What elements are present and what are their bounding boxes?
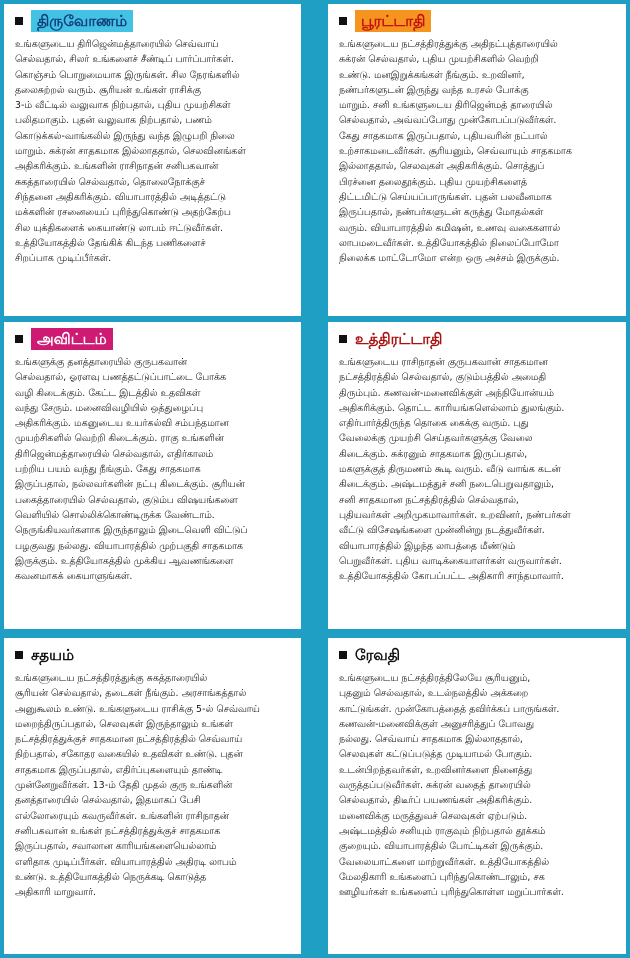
text-line: உங்களுடைய நட்சத்திரத்துக்கு அதிநட்புத்தாரையில் bbox=[339, 39, 558, 50]
text-line: சாதகமாக இருப்பதால், எதிர்ப்புகளையும் தாண்டி bbox=[15, 764, 223, 776]
text-line: இல்லாததால், செலவுகள் அதிகரிக்கும். சொத்துப் bbox=[339, 161, 545, 173]
text-line: செல்வதால், ஓரளவு பணத்தட்டுப்பாட்டை போக்க bbox=[15, 372, 227, 384]
text-line: உத்தியோகத்தில் கோபப்பட்ட அதிகாரி சாந்தமாவார். bbox=[339, 571, 564, 583]
text-line: 3-ம் வீட்டில் வலுவாக நிற்பதால், புதிய முயற்சிகள் bbox=[15, 100, 231, 112]
card-header bbox=[15, 9, 292, 33]
bullet-icon bbox=[15, 17, 23, 25]
text-line: கணவன்-மனைவிக்குள் அனுசரித்துப் போவது bbox=[339, 718, 534, 730]
card-title: உத்திரட்டாதி bbox=[355, 330, 443, 348]
text-line: நல்லது. செவ்வாய் சாதகமாக இல்லாததால், bbox=[339, 734, 523, 746]
card-header bbox=[15, 327, 292, 351]
text-line: உங்களுடைய திரிஜென்மத்தாரையில் செவ்வாய் bbox=[15, 39, 219, 50]
text-line: எல்லோரையும் கவருவீர்கள். உங்களின் ராசிநாதன் bbox=[15, 810, 229, 822]
text-line: பற்றிய பயம் வந்து நீங்கும். கேது சாதகமாக bbox=[15, 464, 201, 476]
card-body bbox=[15, 671, 292, 900]
text-line: உங்களுடைய நட்சத்திரத்துக்கு சுகத்தாரையில் bbox=[15, 673, 208, 684]
text-line: ஊழியர்கள் உங்களைப் புரிந்துகொள்ள மறுப்பார்கள். bbox=[339, 887, 564, 899]
card-uthiratadhi bbox=[328, 322, 626, 629]
card-title: சதயம் bbox=[31, 646, 75, 664]
text-line: சில யுக்திகளைக் கையாண்டு லாபம் ஈட்டுவீர்கள். bbox=[15, 222, 224, 234]
text-line: சுகத்தாரையில் செல்வதால், தொலைநோக்குச் bbox=[15, 176, 205, 188]
text-line: வேலையாட்களை மாற்றுவீர்கள். உத்தியோகத்தில் bbox=[339, 856, 550, 868]
card-sadhayam bbox=[4, 638, 301, 954]
card-body bbox=[15, 37, 292, 266]
text-line: உங்களுடைய ராசிநாதன் குருபகவான் சாதகமான bbox=[339, 357, 548, 368]
text-line: சிறப்பாக முடிப்பீர்கள். bbox=[15, 253, 112, 265]
card-body bbox=[339, 37, 617, 266]
text-line: செலவுகள் கட்டுப்படுத்த முடியாமல் போகும். bbox=[339, 749, 533, 761]
text-line: நட்சத்திரத்துக்குச் சாதகமான நட்சத்திரத்தில் செவ்வாய் bbox=[15, 734, 243, 746]
text-line: சனிபகவான் உங்கள் நட்சத்திரத்துக்குச் சாதகமாக bbox=[15, 825, 221, 837]
text-line: பகைத்தாரையில் செல்வதால், குடும்ப விஷயங்களை bbox=[15, 494, 238, 506]
text-line: கிடைக்கும். அஷ்டமத்துச் சனி நடைபெறுவதாலும், bbox=[339, 479, 555, 491]
card-header bbox=[15, 643, 292, 667]
text-line: நிற்பதால், சகோதர வகையில் உதவிகள் உண்டு. புதன் bbox=[15, 749, 243, 761]
text-line: வேலைக்கு முயற்சி செய்தவர்களுக்கு வேலை bbox=[339, 433, 533, 445]
text-line: புதியவர்கள் அறிமுகமாவார்கள். உறவினர், நண்பர்கள் bbox=[339, 509, 571, 521]
text-line: சுக்ரன் செல்வதால், புதிய முயற்சிகளில் வெற்றி bbox=[339, 54, 539, 66]
text-line: மாறும். சுக்ரன் சாதகமாக இல்லாததால், செலவினங்கள் bbox=[15, 146, 246, 158]
text-line: மேலதிகாரி உங்களைப் புரிந்துகொண்டாலும், சக bbox=[339, 871, 545, 883]
text-line: கிடைக்கும். சுக்ரனும் சாதகமாக இருப்பதால், bbox=[339, 448, 528, 460]
text-line: உடன்பிறந்தவர்கள், உறவினர்களை நினைத்து bbox=[339, 764, 533, 776]
text-line: அதிகாரி மாறுவார். bbox=[15, 887, 97, 899]
text-line: வருத்தப்படுவீர்கள். சுக்ரன் வதைத் தாரையில் bbox=[339, 780, 531, 792]
text-line: கேது சாதகமாக இருப்பதால், புதியவரின் நட்பால் bbox=[339, 130, 548, 142]
text-line: உற்சாகமடைவீர்கள். சூரியனும், செவ்வாயும் சாதகமாக bbox=[339, 146, 572, 158]
text-line: மறைந்திருப்பதால், செலவுகள் இருந்தாலும் உங்கள் bbox=[15, 718, 233, 730]
card-thiruvonam bbox=[4, 4, 301, 316]
text-line: இருப்பதால், நல்லவர்களின் நட்பு கிடைக்கும். சூரியன் bbox=[15, 479, 245, 491]
text-line: நிலைக்க மாட்டோமோ என்ற ஒரு அச்சம் இருக்கும். bbox=[339, 253, 560, 265]
text-line: புதனும் செல்வதால், உடல்நலத்தில் அக்கறை bbox=[339, 688, 529, 700]
text-line: குறையும். வியாபாரத்தில் போட்டிகள் இருக்கும். bbox=[339, 841, 544, 853]
card-title: திருவோணம் bbox=[31, 10, 133, 32]
text-line: நண்பர்களுடன் இருந்து வந்த உரசல் போக்கு bbox=[339, 84, 529, 96]
text-line: லாபமடைவீர்கள். உத்தியோகத்தில் நிலைப்போமோ bbox=[339, 237, 559, 249]
text-line: பழகுவது நல்லது. வியாபாரத்தில் முற்பகுதி சாதகமாக bbox=[15, 540, 243, 552]
card-pooratadhi bbox=[328, 4, 626, 316]
text-line: இருப்பதால், நண்பர்களுடன் கருத்து மோதல்கள் bbox=[339, 207, 544, 219]
card-title: ரேவதி bbox=[355, 646, 401, 664]
text-line: நட்சத்திரத்தில் செல்வதால், குடும்பத்தில் அமைதி bbox=[339, 372, 547, 384]
text-line: முன்னேறுவீர்கள். 13-ம் தேதி முதல் குரு உங்களின் bbox=[15, 780, 233, 792]
text-line: அஷ்டமத்தில் சனியும் ராகுவும் நிற்பதால் தூக்கம் bbox=[339, 825, 546, 837]
card-body bbox=[339, 355, 617, 584]
card-header bbox=[339, 327, 617, 351]
card-header bbox=[339, 9, 617, 33]
text-line: உண்டு. உத்தியோகத்தில் நெருக்கடி கொடுத்த bbox=[15, 871, 207, 883]
text-line: வழி கிடைக்கும். கேட்ட இடத்தில் உதவிகள் bbox=[15, 387, 201, 399]
text-line: தலைசுற்றல் வரும். சூரியன் உங்கள் ராசிக்கு bbox=[15, 84, 201, 96]
text-line: உத்தியோகத்தில் தேங்கிக் கிடந்த பணிகளைச் bbox=[15, 237, 206, 249]
text-line: பலிதமாகும். புதன் வலுவாக நிற்பதால், பணம் bbox=[15, 115, 212, 127]
card-header bbox=[339, 643, 617, 667]
text-line: முயற்சிகளில் வெற்றி கிடைக்கும். ராகு உங்களின் bbox=[15, 433, 224, 445]
card-body bbox=[339, 671, 617, 900]
text-line: மகளுக்குத் திருமணம் கூடி வரும். வீடு வாங்க கடன் bbox=[339, 464, 561, 476]
text-line: பிரச்னை தலைதூக்கும். புதிய முயற்சிகளைத் bbox=[339, 176, 528, 188]
card-revathi bbox=[328, 638, 626, 954]
text-line: கவனமாகக் கையாளுங்கள். bbox=[15, 571, 133, 583]
bullet-icon bbox=[15, 651, 23, 659]
text-line: திரும்பும். கணவன்-மனைவிக்குள் அந்நியோன்யம் bbox=[339, 387, 554, 399]
card-body bbox=[15, 355, 292, 584]
text-line: செல்வதால், சிலர் உங்களைச் சீண்டிப் பார்ப்பார்கள். bbox=[15, 54, 234, 66]
text-line: மனைவிக்கு மருத்துவச் செலவுகள் ஏற்படும். bbox=[339, 810, 528, 822]
card-avittam bbox=[4, 322, 301, 629]
text-line: உண்டு. மனஇறுக்கங்கள் நீங்கும். உறவினர், bbox=[339, 69, 525, 81]
text-line: அதிகரிக்கும். உங்களின் ராசிநாதன் சனிபகவான் bbox=[15, 161, 219, 173]
bullet-icon bbox=[339, 17, 347, 25]
text-line: இருப்பதால், சவாலான காரியங்களையெல்லாம் bbox=[15, 841, 217, 853]
text-line: பெறுவீர்கள். புதிய வாடிக்கையாளர்கள் வருவார்கள். bbox=[339, 555, 562, 567]
text-line: அதிகரிக்கும். தொட்ட காரியங்களெல்லாம் துலங்கும். bbox=[339, 402, 565, 414]
card-title: அவிட்டம் bbox=[31, 328, 113, 350]
text-line: அதிகரிக்கும். மகனுடைய உயர்கல்வி சம்பந்தமான bbox=[15, 418, 229, 430]
text-line: அனுகூலம் உண்டு. உங்களுடைய ராசிக்கு 5-ல் செவ்வாய் bbox=[15, 703, 260, 715]
text-line: வீட்டு விசேஷங்களை முன்னின்று நடத்துவீர்கள். bbox=[339, 525, 545, 537]
bullet-icon bbox=[339, 335, 347, 343]
text-line: வெளியில் சொல்லிக்கொண்டிருக்க வேண்டாம். bbox=[15, 509, 215, 521]
text-line: மாறும். சனி உங்களுடைய திரிஜென்மத் தாரையில் bbox=[339, 100, 553, 112]
text-line: மக்களின் ரசனையைப் புரிந்துகொண்டு அதற்கேற்ப bbox=[15, 207, 231, 219]
text-line: வியாபாரத்தில் இழந்த லாபத்தை மீண்டும் bbox=[339, 540, 516, 552]
text-line: சிந்தனை அதிகரிக்கும். வியாபாரத்தில் அடித்தட்டு bbox=[15, 191, 226, 203]
text-line: உங்களுக்கு தனத்தாரையில் குருபகவான் bbox=[15, 357, 188, 368]
text-line: எதிர்பார்த்திருந்த தொகை கைக்கு வரும். புது bbox=[339, 418, 529, 430]
bullet-icon bbox=[339, 651, 347, 659]
text-line: தனத்தாரையில் செல்வதால், இதமாகப் பேசி bbox=[15, 795, 201, 807]
text-line: திட்டமிட்டு செய்யப்பாருங்கள். புதன் பலவீனமாக bbox=[339, 191, 552, 203]
text-line: செல்வதால், அவ்வப்போது முன்கோபப்படுவீர்கள். bbox=[339, 115, 557, 127]
text-line: சனி சாதகமான நட்சத்திரத்தில் செல்வதால், bbox=[339, 494, 519, 506]
text-line: வந்து சேரும். மனைவிவழியில் ஒத்துழைப்பு bbox=[15, 402, 204, 414]
text-line: உங்களுடைய நட்சத்திரத்திலேயே சூரியனும், bbox=[339, 673, 531, 684]
text-line: இருக்கும். உத்தியோகத்தில் முக்கிய ஆவணங்களை bbox=[15, 555, 234, 567]
card-title: பூரட்டாதி bbox=[355, 10, 431, 32]
text-line: சூரியன் செல்வதால், தடைகள் நீங்கும். அரசாங்கத்தால் bbox=[15, 688, 247, 700]
text-line: எளிதாக முடிப்பீர்கள். வியாபாரத்தில் அதிரடி லாபம் bbox=[15, 856, 237, 868]
text-line: காட்டுங்கள். முன்கோபத்தைத் தவிர்க்கப் பாருங்கள். bbox=[339, 703, 560, 715]
bullet-icon bbox=[15, 335, 23, 343]
text-line: செல்வதால், திடீர்ப் பயணங்கள் அதிகரிக்கும். bbox=[339, 795, 533, 807]
text-line: கொடுக்கல்-வாங்கலில் இருந்து வந்த இழுபறி நிலை bbox=[15, 130, 235, 142]
text-line: திரிஜென்மத்தாரையில் செல்வதால், எதிர்காலம் bbox=[15, 448, 214, 460]
text-line: கொஞ்சம் பொறுமையாக இருங்கள். சில நேரங்களில் bbox=[15, 69, 240, 81]
text-line: நெருங்கியவர்களாக இருந்தாலும் இடைவெளி விட்டுப் bbox=[15, 525, 248, 537]
text-line: வரும். வியாபாரத்தில் கமிஷன், உணவு வகைகளால் bbox=[339, 222, 561, 234]
